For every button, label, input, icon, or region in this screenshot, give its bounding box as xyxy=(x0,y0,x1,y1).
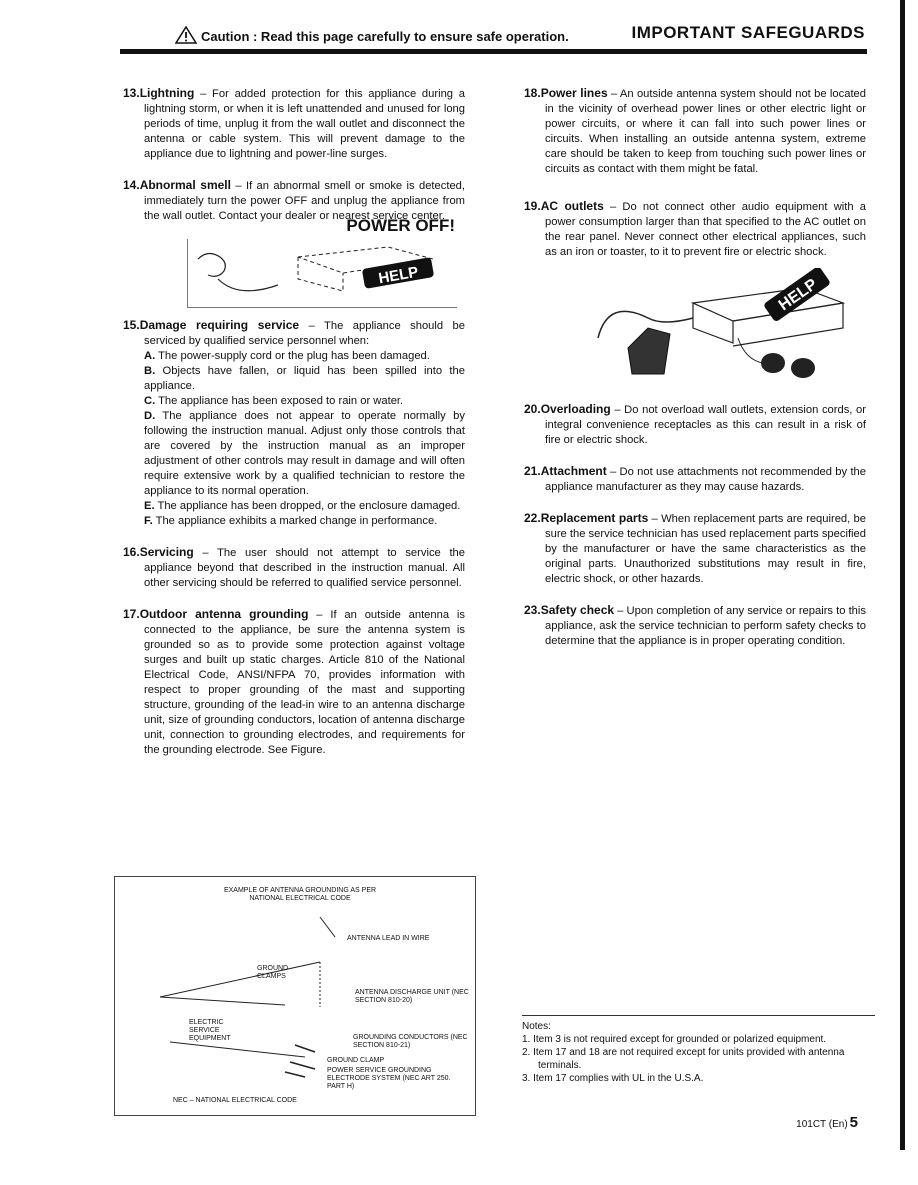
label-discharge-unit: ANTENNA DISCHARGE UNIT (NEC SECTION 810-20) xyxy=(355,989,469,1004)
item-number: 19. xyxy=(524,199,541,213)
item-15-a xyxy=(144,349,465,364)
item-15-e xyxy=(144,499,465,514)
item-body: – The user should not attempt to service the appliance beyond that described in the instruction manual. All other servicing should be referred to qualified service personnel. xyxy=(144,547,465,589)
figure-caption-line2: NATIONAL ELECTRICAL CODE xyxy=(249,895,351,902)
label-service-equipment: ELECTRIC SERVICE EQUIPMENT xyxy=(189,1019,231,1042)
sub-label: E. xyxy=(144,500,155,512)
label-ground-clamps: GROUND CLAMPS xyxy=(257,965,289,980)
warning-triangle-icon xyxy=(175,26,197,44)
item-body: – When replacement parts are required, be sure the service technician has used replacement parts specified by the manufacturer or have the same characteristics as the original parts. Unauthorized substitutions may result in fire, electric shock, or other hazards. xyxy=(545,513,866,585)
label-nec: NEC – NATIONAL ELECTRICAL CODE xyxy=(173,1097,297,1104)
sub-label: A. xyxy=(144,350,156,362)
power-off-callout: POWER OFF! xyxy=(346,216,455,235)
item-heading: AC outlets xyxy=(540,199,604,213)
item-15 xyxy=(123,318,465,529)
item-body: – Do not connect other audio equipment with a power consumption larger than that specified to the AC outlet on the rear panel. Never connect other electrical appliances, such as an iron or toaster, to it to prevent fire or electric shock. xyxy=(545,201,867,258)
sub-text: The appliance has been dropped, or the enclosure damaged. xyxy=(154,500,461,512)
item-body: – The appliance should be serviced by qualified service personnel when: xyxy=(144,320,466,347)
notes-title: Notes: xyxy=(522,1021,551,1032)
page-footer xyxy=(796,1114,858,1131)
item-body: – For added protection for this appliance during a lightning storm, or when it is left unattended and unused for long periods of time, unplug it from the wall outlet and disconnect the antenna or cable system. This will prevent damage to the appliance due to lightning and power-line surges. xyxy=(144,88,465,160)
page-edge-bar xyxy=(900,0,905,1150)
item-21 xyxy=(524,464,866,495)
left-column xyxy=(123,86,465,774)
item-body: – An outside antenna system should not be located in the vicinity of overhead power lines or other electric light or power circuits, or where it can fall into such power lines or circuits. When installing an outside antenna system, extreme care should be taken to keep from touching such power lines or circuits as contact with them might be fatal. xyxy=(545,88,866,175)
right-column xyxy=(524,86,866,665)
item-body: – Do not overload wall outlets, extension cords, or integral convenience receptacles as this can result in a risk of fire or electric shock. xyxy=(545,404,866,446)
item-15-c xyxy=(144,394,465,409)
item-heading: Lightning xyxy=(139,86,195,100)
figure-caption-line1: EXAMPLE OF ANTENNA GROUNDING AS PER xyxy=(223,887,377,894)
sub-text: The appliance has been exposed to rain or water. xyxy=(155,395,404,407)
item-heading: Power lines xyxy=(540,86,608,100)
label-grounding-conductors: GROUNDING CONDUCTORS (NEC SECTION 810-21) xyxy=(353,1034,468,1049)
item-number: 16. xyxy=(123,545,140,559)
sub-label: F. xyxy=(144,515,153,527)
item-number: 21. xyxy=(524,464,541,478)
page-number: 5 xyxy=(849,1114,858,1131)
sub-label: B. xyxy=(144,365,156,377)
page-title: IMPORTANT SAFEGUARDS xyxy=(631,23,865,42)
item-number: 17. xyxy=(123,607,140,621)
item-16 xyxy=(123,545,465,591)
item-23 xyxy=(524,603,866,649)
item-number: 15. xyxy=(123,318,140,332)
label-lead-in: ANTENNA LEAD IN WIRE xyxy=(347,935,430,942)
item-22 xyxy=(524,511,866,587)
note-3: 3. Item 17 complies with UL in the U.S.A. xyxy=(522,1073,704,1084)
label-ground-clamp: GROUND CLAMP xyxy=(327,1057,385,1064)
note-2: 2. Item 17 and 18 are not required except for units provided with antenna terminals. xyxy=(522,1047,845,1071)
help-sign-2: HELP xyxy=(775,275,821,315)
notes xyxy=(522,1020,867,1085)
sub-label: D. xyxy=(144,410,156,422)
help-sign: HELP xyxy=(377,263,420,288)
item-17 xyxy=(123,607,465,758)
item-number: 22. xyxy=(524,511,541,525)
label-grounding-electrode: POWER SERVICE GROUNDING ELECTRODE SYSTEM (NEC ART 250. PART H) xyxy=(327,1067,451,1090)
item-19 xyxy=(524,199,866,260)
caution-text: Caution : Read this page carefully to ensure safe operation. xyxy=(201,29,569,44)
item-heading: Outdoor antenna grounding xyxy=(139,607,309,621)
item-15-b xyxy=(144,364,465,394)
sub-text: The appliance does not appear to operate normally by following the instruction manual. Adjust only those controls that are covered by the instruction manual as an improper adjustment of other controls may result in damage and will often require extensive work by a qualified technician to restore the appliance to its normal operation. xyxy=(144,410,465,497)
header-rule xyxy=(120,49,867,54)
item-body: – If an outside antenna is connected to the appliance, be sure the antenna system is grounded so as to provide some protection against voltage surges and built up static charges. Article 810 of the National Electrical Code, ANSI/NFPA 70, provides information with respect to proper grounding of the mast and supporting structure, grounding of the lead-in wire to an antenna discharge unit, size of grounding conductors, location of antenna discharge unit, connection to grounding electrodes, and requirements for the grounding electrode. See Figure. xyxy=(144,609,465,756)
notes-rule xyxy=(522,1015,875,1016)
item-number: 20. xyxy=(524,402,541,416)
item-15-f xyxy=(144,514,465,529)
ac-outlet-illustration xyxy=(588,268,848,388)
item-heading: Replacement parts xyxy=(540,511,649,525)
item-heading: Attachment xyxy=(540,464,607,478)
item-15-d xyxy=(144,409,465,499)
antenna-grounding-figure xyxy=(114,876,476,1116)
sub-label: C. xyxy=(144,395,156,407)
item-body: – Do not use attachments not recommended by the appliance manufacturer as they may cause hazards. xyxy=(545,466,866,493)
item-body: – Upon completion of any service or repairs to this appliance, ask the service technician to perform safety checks to determine that the appliance is in proper operating condition. xyxy=(545,605,866,647)
item-heading: Servicing xyxy=(139,545,194,559)
item-heading: Safety check xyxy=(540,603,615,617)
item-number: 18. xyxy=(524,86,541,100)
sub-text: The appliance exhibits a marked change in performance. xyxy=(152,515,438,527)
item-heading: Damage requiring service xyxy=(139,318,300,332)
doc-code: 101CT (En) xyxy=(796,1119,848,1130)
sub-text: The power-supply cord or the plug has been damaged. xyxy=(155,350,430,362)
item-18 xyxy=(524,86,866,177)
page-header xyxy=(120,20,865,50)
power-off-illustration xyxy=(187,239,457,308)
item-number: 13. xyxy=(123,86,140,100)
caution-line xyxy=(175,26,569,44)
item-20 xyxy=(524,402,866,448)
item-14 xyxy=(123,178,465,308)
item-number: 14. xyxy=(123,178,140,192)
sub-text: Objects have fallen, or liquid has been spilled into the appliance. xyxy=(144,365,465,392)
item-heading: Abnormal smell xyxy=(139,178,231,192)
item-number: 23. xyxy=(524,603,541,617)
item-body: – If an abnormal smell or smoke is detected, immediately turn the power OFF and unplug the appliance from the wall outlet. Contact your dealer or nearest service center. xyxy=(144,180,465,222)
item-13 xyxy=(123,86,465,162)
item-heading: Overloading xyxy=(540,402,611,416)
note-1: 1. Item 3 is not required except for grounded or polarized equipment. xyxy=(522,1034,827,1045)
